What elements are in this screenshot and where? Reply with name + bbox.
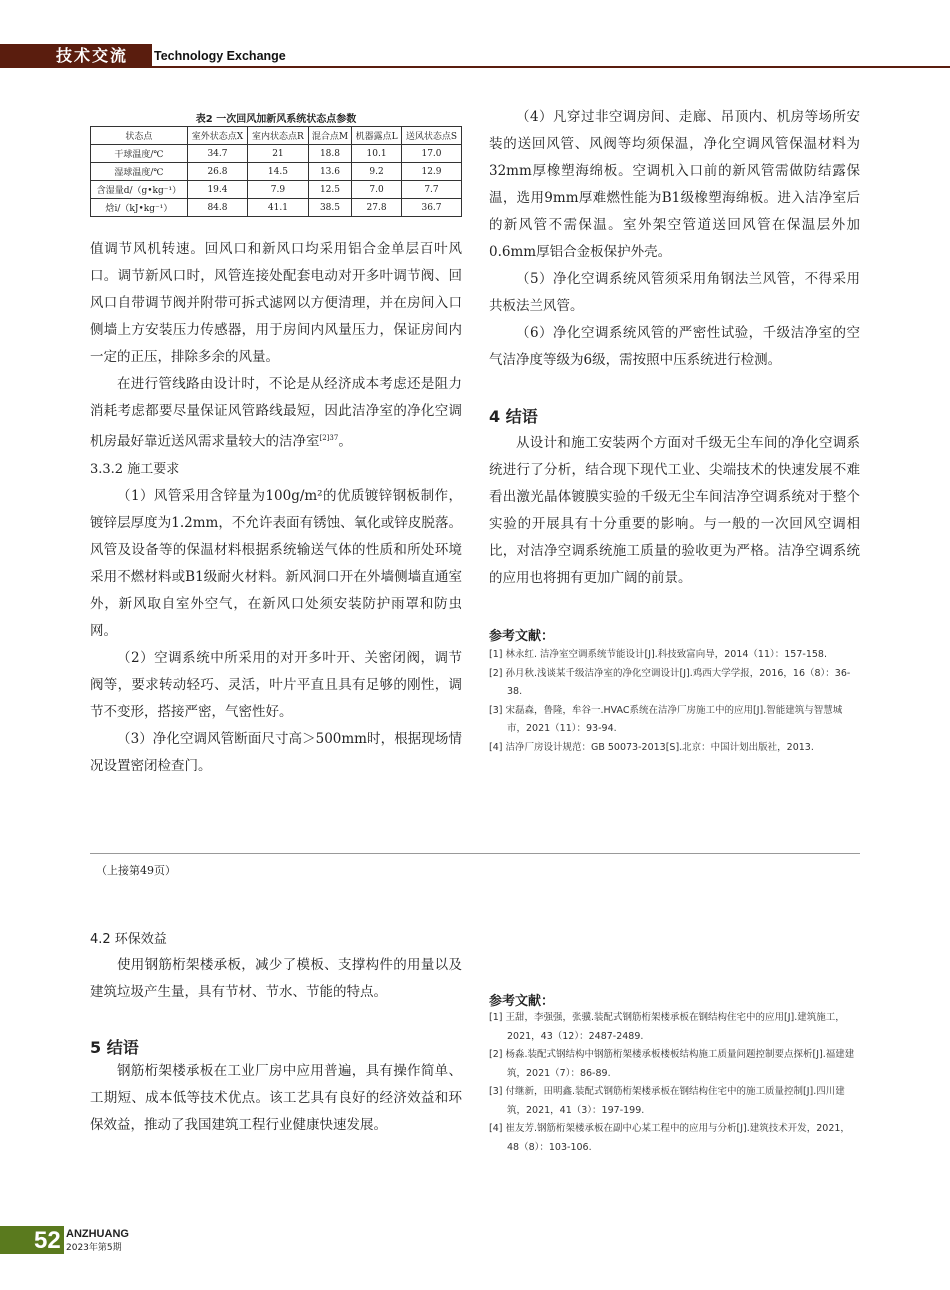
table-cell: 7.0: [352, 181, 402, 199]
table-row: [91, 181, 462, 199]
table-cell: 26.8: [187, 163, 247, 181]
table-row: [91, 145, 462, 163]
table-cell: 9.2: [352, 163, 402, 181]
left-column-text: [90, 236, 462, 780]
right-column-text: [489, 104, 860, 374]
state-point-table: [90, 126, 462, 217]
reference-list: [489, 1009, 860, 1157]
section-title-cn: 技术交流: [56, 46, 129, 65]
lower-conclusion-text: [90, 1058, 462, 1139]
references-title: 参考文献：: [489, 629, 555, 644]
paragraph: （3）净化空调风管断面尺寸高＞500mm时，根据现场情况设置密闭检查门。: [90, 730, 462, 774]
header-rule: [152, 66, 950, 68]
lower-left-text: [90, 952, 462, 1006]
table-cell: 27.8: [352, 199, 402, 217]
reference-item: [4] 洁净厂房设计规范：GB 50073-2013[S].北京：中国计划出版社，2013.: [489, 741, 814, 753]
table-cell: 湿球温度/℃: [91, 163, 188, 181]
table-cell: 7.9: [248, 181, 309, 199]
table-cell: 21: [248, 145, 309, 163]
table-cell: 14.5: [248, 163, 309, 181]
paragraph: 使用钢筋桁架楼承板，减少了模板、支撑构件的用量以及建筑垃圾产生量，具有节材、节水、节能的特点。: [90, 957, 462, 1000]
table-cell: 12.5: [308, 181, 351, 199]
reference-item: [1] 林永红. 洁净室空调系统节能设计[J].科技致富向导，2014（11）：157-158.: [489, 649, 827, 660]
article-divider: [90, 853, 860, 854]
section-heading-conclusion: 4 结语: [489, 407, 538, 426]
page-number: 52: [34, 1227, 61, 1254]
subsection-heading: 3.3.2 施工要求: [90, 461, 180, 477]
table-header-cell: 状态点: [91, 127, 188, 145]
table-cell: 36.7: [401, 199, 461, 217]
table-caption: 表2 一次回风加新风系统状态点参数: [195, 114, 357, 125]
reference-item: [2] 杨淼.装配式钢结构中钢筋桁架楼承板楼板结构施工质量问题控制要点探析[J].福建建筑，2021（7）：86-89.: [489, 1049, 855, 1079]
conclusion-text: [489, 430, 860, 592]
table-header-row: [91, 127, 462, 145]
table-cell: 41.1: [248, 199, 309, 217]
table-header-cell: 机器露点L: [352, 127, 402, 145]
table-cell: 19.4: [187, 181, 247, 199]
section-title-en: Technology Exchange: [154, 49, 286, 63]
table-row: [91, 199, 462, 217]
table-cell: 13.6: [308, 163, 351, 181]
paragraph-end: 。: [338, 433, 352, 450]
paragraph: 值调节风机转速。回风口和新风口均采用铝合金单层百叶风口。调节新风口时，风管连接处配套电动对开多叶调节阀、回风口自带调节阀并附带可拆式滤网以方便清理，并在房间入口侧墙上方安装压力传感器，用于房间内风量压力，保证房间内一定的正压，排除多余的风量。: [90, 241, 462, 365]
reference-list: [489, 646, 860, 757]
table-cell: 干球温度/℃: [91, 145, 188, 163]
table-cell: 焓i/（kJ•kg⁻¹）: [91, 199, 188, 217]
table-cell: 含湿量d/（g•kg⁻¹）: [91, 181, 188, 199]
paragraph: （5）净化空调系统风管须采用角钢法兰风管，不得采用共板法兰风管。: [489, 271, 860, 314]
table-cell: 17.0: [401, 145, 461, 163]
table-header-cell: 混合点M: [308, 127, 351, 145]
table-cell: 34.7: [187, 145, 247, 163]
issue-label: 2023年第5期: [66, 1243, 122, 1253]
reference-item: [3] 付继新，田明鑫.装配式钢筋桁架楼承板在钢结构住宅中的施工质量控制[J].四川建筑，2021，41（3）：197-199.: [489, 1086, 845, 1116]
paragraph: 钢筋桁架楼承板在工业厂房中应用普遍，具有操作简单、工期短、成本低等技术优点。该工艺具有良好的经济效益和环保效益，推动了我国建筑工程行业健康快速发展。: [90, 1063, 462, 1133]
paragraph: [90, 371, 462, 456]
paragraph: 从设计和施工安装两个方面对千级无尘车间的净化空调系统进行了分析，结合现下现代工业、尖端技术的快速发展不难看出激光晶体镀膜实验的千级无尘车间洁净空调系统对于整个实验的开展具有十分重要的影响。与一般的一次回风空调相比，对洁净空调系统施工质量的验收更为严格。洁净空调系统的应用也将拥有更加广阔的前景。: [489, 435, 860, 586]
table-header-cell: 送风状态点S: [401, 127, 461, 145]
section-heading-conclusion: 5 结语: [90, 1038, 139, 1057]
table-row: [91, 163, 462, 181]
table-cell: 84.8: [187, 199, 247, 217]
continued-note: （上接第49页）: [96, 864, 176, 877]
table-cell: 7.7: [401, 181, 461, 199]
citation: [2]37: [319, 434, 339, 442]
paragraph: （2）空调系统中所采用的对开多叶开、关密闭阀，调节阀等，要求转动轻巧、灵活，叶片平直且具有足够的刚性，调节不变形，搭接严密，气密性好。: [90, 649, 462, 720]
table-cell: 10.1: [352, 145, 402, 163]
paragraph: （1）风管采用含锌量为100g/m²的优质镀锌钢板制作，镀锌层厚度为1.2mm，不允许表面有锈蚀、氧化或锌皮脱落。风管及设备等的保温材料根据系统输送气体的性质和所处环境采用不燃材料或B1级耐火材料。新风洞口开在外墙侧墙直通室外，新风取自室外空气，在新风口处须安装防护雨罩和防虫网。: [90, 487, 462, 639]
reference-item: [2] 孙月秋.浅谈某千级洁净室的净化空调设计[J].鸡西大学学报，2016，16（8）：36-38.: [489, 667, 851, 697]
table-cell: 38.5: [308, 199, 351, 217]
magazine-name: ANZHUANG: [66, 1228, 129, 1240]
reference-item: [4] 崔友芳.钢筋桁架楼承板在副中心某工程中的应用与分析[J].建筑技术开发，2021，48（8）：103-106.: [489, 1123, 850, 1153]
paragraph-text: 在进行管线路由设计时，不论是从经济成本考虑还是阻力消耗考虑都要尽量保证风管路线最短，因此洁净室的净化空调机房最好靠近送风需求量较大的洁净室: [90, 376, 462, 450]
table-header-cell: 室内状态点R: [248, 127, 309, 145]
references-title: 参考文献：: [489, 994, 555, 1009]
reference-item: [3] 宋磊森，鲁隆，牟谷一.HVAC系统在洁净厂房施工中的应用[J].智能建筑与智慧城市，2021（11）：93-94.: [489, 704, 843, 734]
subsection-heading: 4.2 环保效益: [90, 932, 167, 947]
table-cell: 12.9: [401, 163, 461, 181]
reference-item: [1] 王甜，李强强，张骥.装配式钢筋桁架楼承板在钢结构住宅中的应用[J].建筑施工，2021，43（12）：2487-2489.: [489, 1012, 845, 1042]
paragraph: （6）净化空调系统风管的严密性试验，千级洁净室的空气洁净度等级为6级，需按照中压系统进行检测。: [489, 325, 860, 368]
table-cell: 18.8: [308, 145, 351, 163]
paragraph: （4）凡穿过非空调房间、走廊、吊顶内、机房等场所安装的送回风管、风阀等均须保温，净化空调风管保温材料为32mm厚橡塑海绵板。空调机入口前的新风管需做防结露保温，选用9mm厚难燃性能为B1级橡塑海绵板。进入洁净室后的新风管不需保温。室外架空管道送回风管在保温层外加0.6mm厚铝合金板保护外壳。: [489, 109, 860, 260]
table-header-cell: 室外状态点X: [187, 127, 247, 145]
